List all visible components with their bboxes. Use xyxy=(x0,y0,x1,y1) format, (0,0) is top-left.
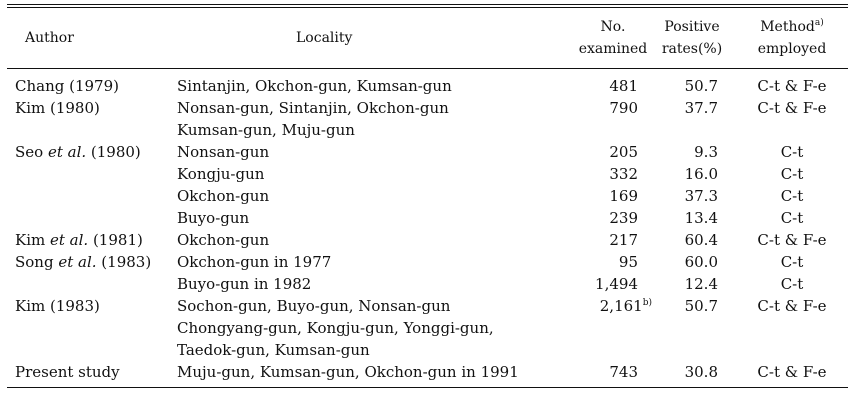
examined-value: 2,161 xyxy=(599,297,643,315)
header-no-examined xyxy=(577,16,649,60)
examined-value: 332 xyxy=(609,165,638,183)
header-method-footnote: a) xyxy=(814,18,824,28)
header-method-line1 xyxy=(739,16,845,38)
cell-locality: Kongju-gun xyxy=(177,165,265,183)
cell-no-examined xyxy=(609,75,638,97)
cell-method: C-t & F-e xyxy=(757,363,827,381)
cell-method: C-t xyxy=(780,253,804,271)
cell-locality: Okchon-gun xyxy=(177,187,270,205)
author-et-al: et al. xyxy=(58,253,97,271)
cell-locality: Chongyang-gun, Kongju-gun, Yonggi-gun, xyxy=(177,319,494,337)
cell-author xyxy=(15,141,141,163)
header-positive-line2: rates(%) xyxy=(661,41,723,57)
cell-locality: Buyo-gun in 1982 xyxy=(177,275,312,293)
examined-value: 217 xyxy=(609,231,638,249)
examined-footnote: b) xyxy=(642,298,652,308)
cell-method: C-t & F-e xyxy=(757,297,827,315)
cell-method: C-t xyxy=(780,275,804,293)
table-row xyxy=(7,97,848,119)
table-row xyxy=(7,185,848,207)
table-row xyxy=(7,119,848,141)
cell-positive-rate: 13.4 xyxy=(684,209,718,227)
author-et-al: et al. xyxy=(50,231,89,249)
table-row xyxy=(7,273,848,295)
cell-locality: Taedok-gun, Kumsan-gun xyxy=(177,341,370,359)
cell-method: C-t & F-e xyxy=(757,231,827,249)
header-positive-line1: Positive xyxy=(664,19,720,35)
author-name: Song xyxy=(15,253,59,271)
cell-no-examined xyxy=(600,295,652,317)
cell-no-examined xyxy=(609,229,638,251)
header-method-line2: employed xyxy=(757,41,827,57)
cell-positive-rate: 60.4 xyxy=(684,231,718,249)
cell-positive-rate: 37.3 xyxy=(684,187,718,205)
cell-method: C-t xyxy=(780,143,804,161)
table-row xyxy=(7,229,848,251)
cell-method: C-t xyxy=(780,165,804,183)
examined-value: 790 xyxy=(609,99,638,117)
cell-positive-rate: 50.7 xyxy=(684,77,718,95)
cell-no-examined xyxy=(595,273,638,295)
cell-no-examined xyxy=(619,251,638,273)
table-row xyxy=(7,207,848,229)
cell-positive-rate: 60.0 xyxy=(684,253,718,271)
cell-locality: Muju-gun, Kumsan-gun, Okchon-gun in 1991 xyxy=(177,363,519,381)
table-header xyxy=(7,8,848,68)
cell-no-examined xyxy=(609,361,638,383)
header-author: Author xyxy=(25,30,74,46)
table-row xyxy=(7,317,848,339)
cell-method: C-t xyxy=(780,209,804,227)
cell-locality: Buyo-gun xyxy=(177,209,250,227)
table-row xyxy=(7,141,848,163)
cell-locality: Nonsan-gun xyxy=(177,143,270,161)
cell-author xyxy=(15,251,151,273)
table-row xyxy=(7,163,848,185)
header-method-text: Method xyxy=(760,19,815,35)
cell-no-examined xyxy=(609,185,638,207)
header-method xyxy=(739,16,845,60)
examined-value: 239 xyxy=(609,209,638,227)
header-no-examined-line2: examined xyxy=(578,41,648,57)
cell-locality: Okchon-gun xyxy=(177,231,270,249)
cell-positive-rate: 37.7 xyxy=(684,99,718,117)
cell-method: C-t xyxy=(780,187,804,205)
author-year: (1980) xyxy=(86,143,141,161)
cell-locality: Nonsan-gun, Sintanjin, Okchon-gun xyxy=(177,99,449,117)
examined-value: 169 xyxy=(609,187,638,205)
table-bottom-rule xyxy=(7,387,848,388)
cell-author xyxy=(15,229,143,251)
cell-no-examined xyxy=(609,141,638,163)
cell-author: Kim (1980) xyxy=(15,99,100,117)
cell-locality: Kumsan-gun, Muju-gun xyxy=(177,121,355,139)
cell-no-examined xyxy=(609,163,638,185)
author-year: (1983) xyxy=(96,253,152,271)
cell-locality: Sochon-gun, Buyo-gun, Nonsan-gun xyxy=(177,297,451,315)
header-no-examined-line1: No. xyxy=(600,19,626,35)
examined-value: 1,494 xyxy=(595,275,638,293)
cell-no-examined xyxy=(609,207,638,229)
cell-positive-rate: 16.0 xyxy=(684,165,718,183)
table-row xyxy=(7,361,848,383)
header-locality: Locality xyxy=(296,30,353,46)
cell-author: Present study xyxy=(15,363,120,381)
cell-positive-rate: 9.3 xyxy=(694,143,718,161)
author-name: Seo xyxy=(15,143,48,161)
header-positive-rates xyxy=(655,16,729,60)
author-year: (1981) xyxy=(88,231,143,249)
table-row xyxy=(7,251,848,273)
examined-value: 481 xyxy=(609,77,638,95)
author-et-al: et al. xyxy=(47,143,87,161)
cell-author: Chang (1979) xyxy=(15,77,119,95)
table-row xyxy=(7,339,848,361)
cell-no-examined xyxy=(609,97,638,119)
examined-value: 95 xyxy=(618,253,638,271)
cell-locality: Sintanjin, Okchon-gun, Kumsan-gun xyxy=(177,77,452,95)
examined-value: 205 xyxy=(609,143,638,161)
cell-positive-rate: 50.7 xyxy=(684,297,718,315)
cell-positive-rate: 30.8 xyxy=(684,363,718,381)
cell-author: Kim (1983) xyxy=(15,297,100,315)
table-body xyxy=(7,69,848,387)
table-row xyxy=(7,75,848,97)
author-name: Kim xyxy=(15,231,50,249)
survey-table xyxy=(7,4,848,388)
table-row xyxy=(7,295,848,317)
cell-locality: Okchon-gun in 1977 xyxy=(177,253,332,271)
examined-value: 743 xyxy=(609,363,638,381)
cell-method: C-t & F-e xyxy=(757,99,827,117)
cell-method: C-t & F-e xyxy=(757,77,827,95)
cell-positive-rate: 12.4 xyxy=(684,275,718,293)
